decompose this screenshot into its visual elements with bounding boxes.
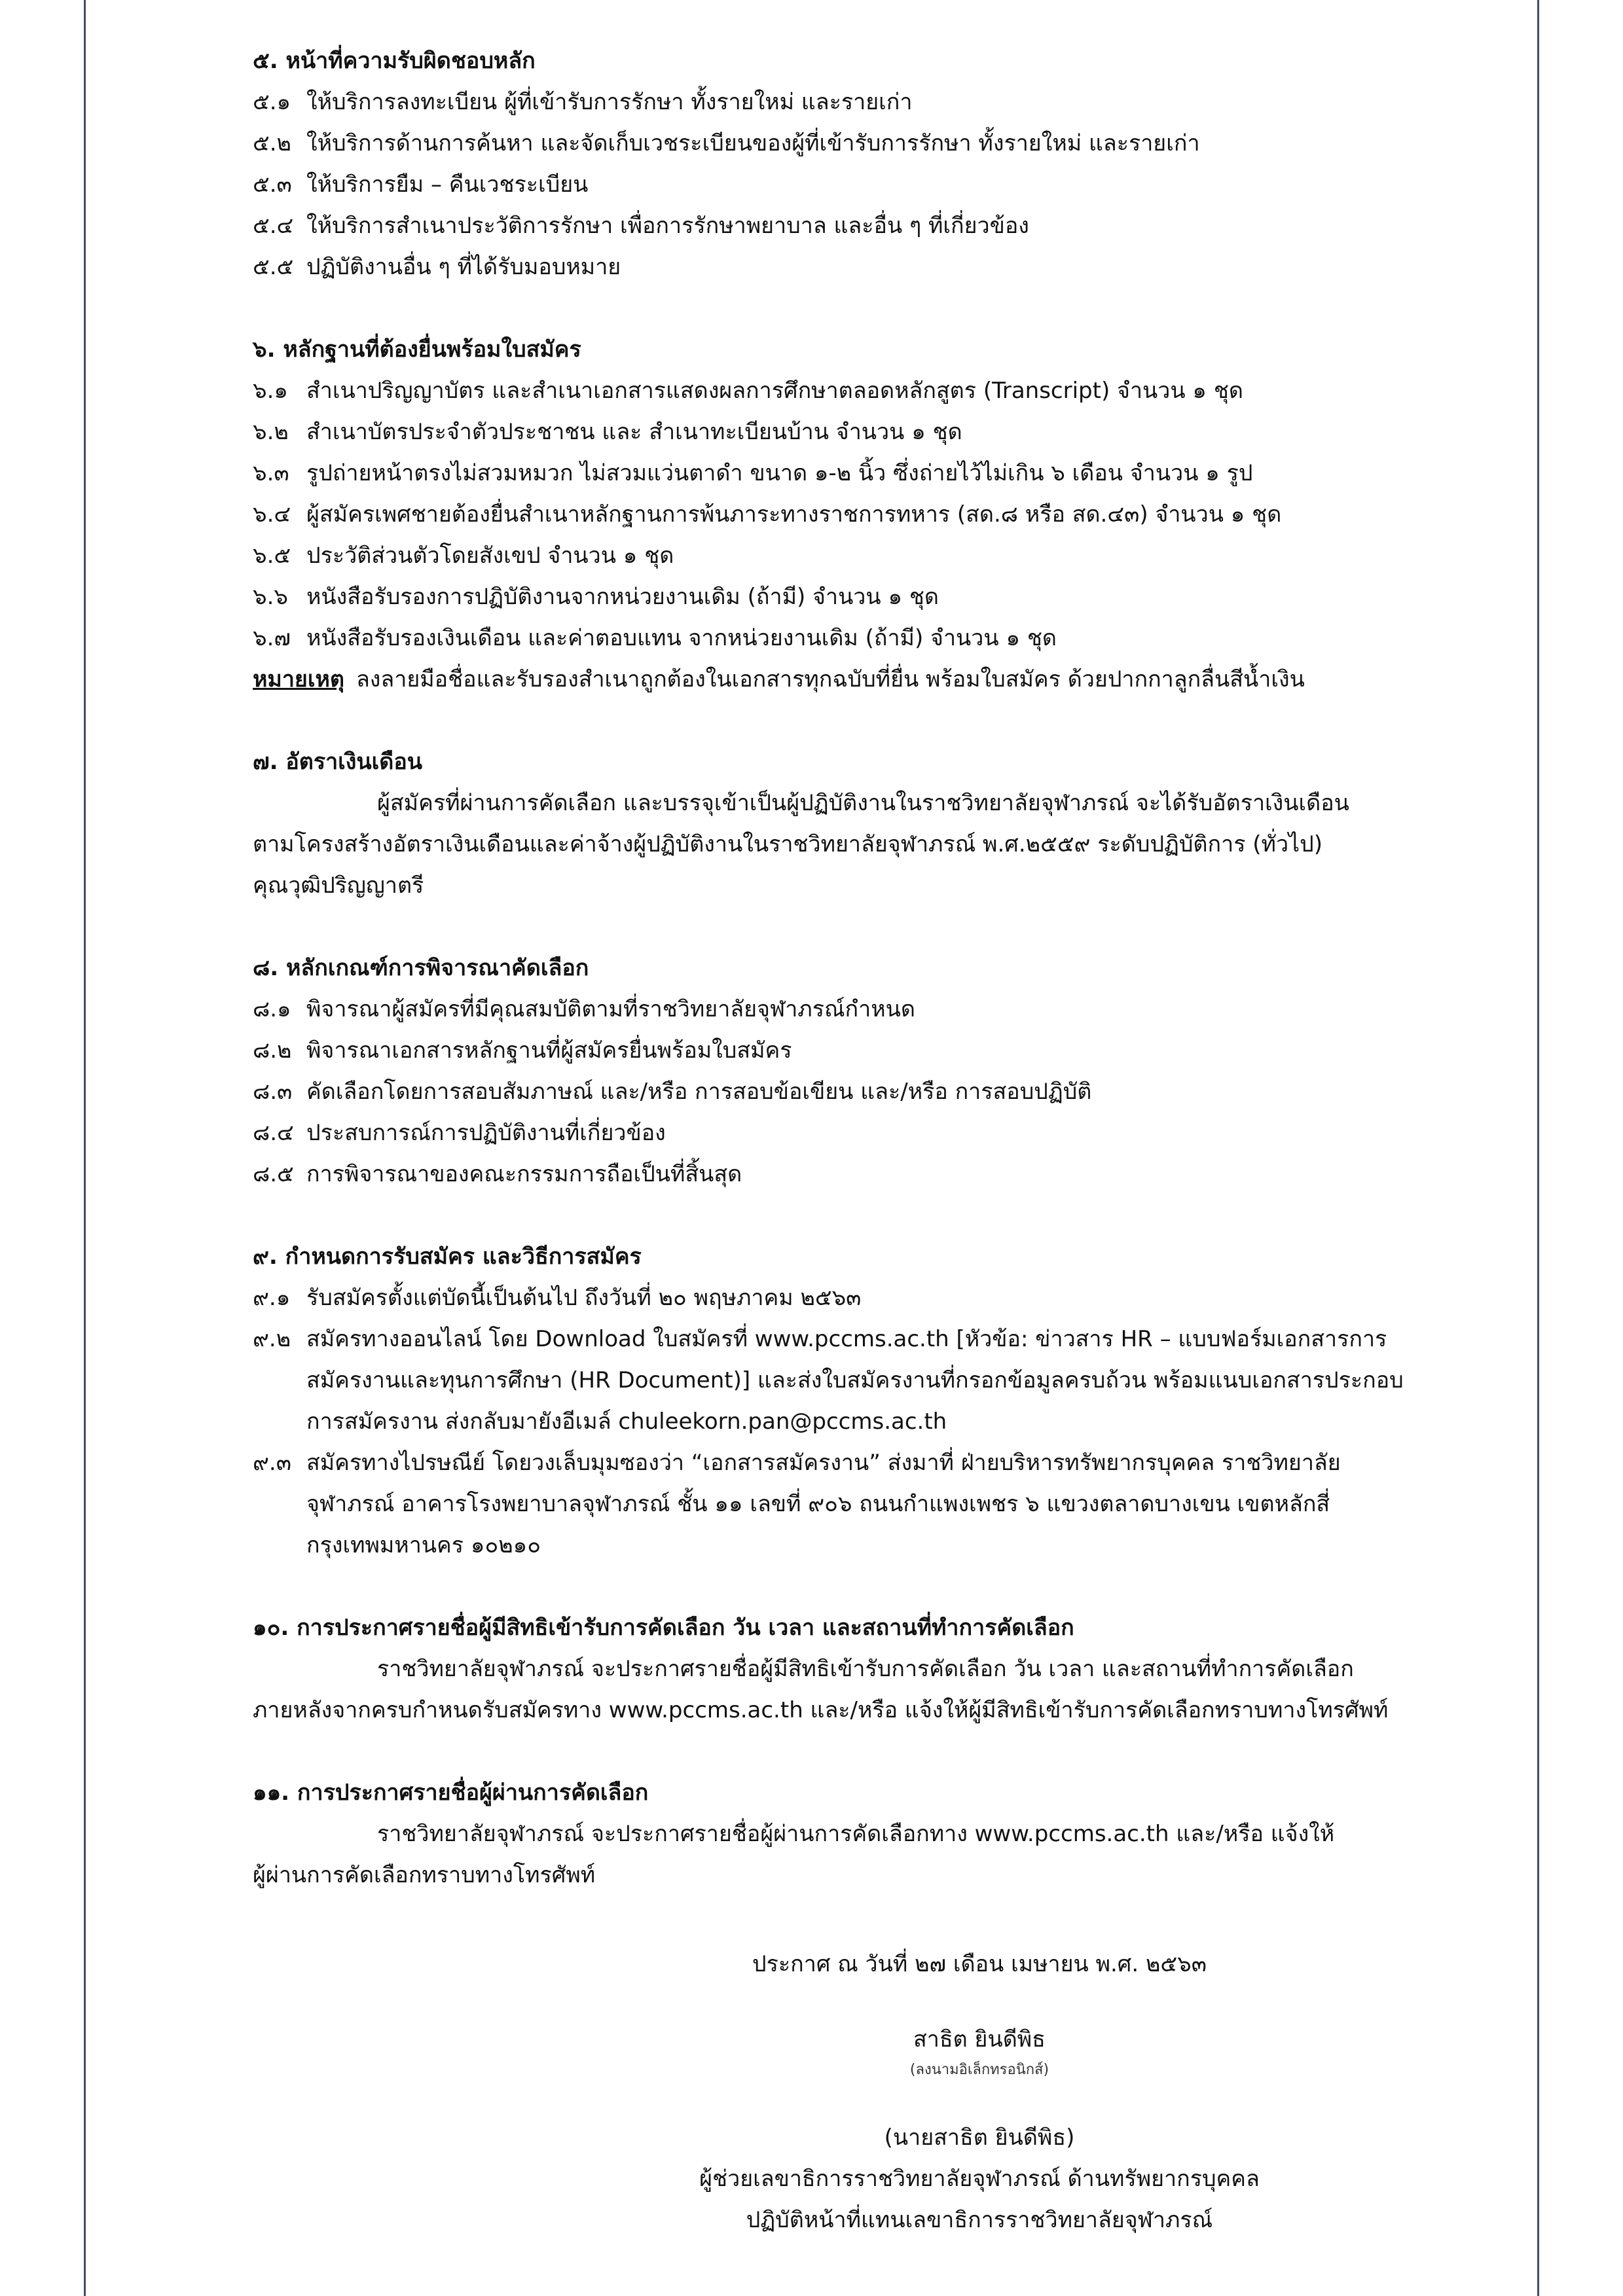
item-text: ผู้สมัครเพศชายต้องยื่นสำเนาหลักฐานการพ้นภาระทางราชการทหาร (สด.๘ หรือ สด.๔๓) จำนวน ๑ ชุด <box>306 501 1282 528</box>
item-text: ประวัติส่วนตัวโดยสังเขป จำนวน ๑ ชุด <box>306 543 674 569</box>
item-number: ๕.๒ <box>253 130 291 156</box>
list-item <box>253 1278 1497 1319</box>
section-heading: ๗. อัตราเงินเดือน <box>253 749 423 775</box>
paragraph-line: ราชวิทยาลัยจุฬาภรณ์ จะประกาศรายชื่อผู้ผ่านการคัดเลือกทาง www.pccms.ac.th และ/หรือ แจ้งให้ <box>377 1821 1335 1847</box>
item-text <box>306 1319 1497 1443</box>
section-responsibilities <box>253 41 1497 288</box>
item-text-line: สมัครทางไปรษณีย์ โดยวงเล็บมุมซองว่า “เอกสารสมัครงาน” ส่งมาที่ ฝ่ายบริหารทรัพยากรบุคคล ราชวิทยาลัย <box>306 1450 1341 1476</box>
list-item <box>253 1154 1497 1195</box>
item-number: ๘.๓ <box>253 1079 293 1105</box>
e-signature-note: (ลงนามอิเล็กทรอนิกส์) <box>909 2062 1049 2078</box>
section-heading: ๕. หน้าที่ความรับผิดชอบหลัก <box>253 48 536 74</box>
item-text-line: จุฬาภรณ์ อาคารโรงพยาบาลจุฬาภรณ์ ชั้น ๑๑ เลขที่ ๙๐๖ ถนนกำแพงเพชร ๖ แขวงตลาดบางเขน เขตหลักสี่ <box>306 1491 1330 1517</box>
item-text-line: สมัครงานและทุนการศึกษา (HR Document)] และส่งใบสมัครงานที่กรอกข้อมูลครบถ้วน พร้อมแนบเอกสารประกอบ <box>306 1367 1404 1393</box>
section-salary <box>253 742 1497 906</box>
list-item <box>253 247 1497 288</box>
item-text: สำเนาบัตรประจำตัวประชาชน และ สำเนาทะเบียนบ้าน จำนวน ๑ ชุด <box>306 419 962 445</box>
item-text: คัดเลือกโดยการสอบสัมภาษณ์ และ/หรือ การสอบข้อเขียน และ/หรือ การสอบปฏิบัติ <box>306 1079 1092 1105</box>
item-text: ประสบการณ์การปฏิบัติงานที่เกี่ยวข้อง <box>306 1120 666 1146</box>
paragraph-line: ตามโครงสร้างอัตราเงินเดือนและค่าจ้างผู้ปฏิบัติงานในราชวิทยาลัยจุฬาภรณ์ พ.ศ.๒๕๕๙ ระดับปฏิบัติการ (ทั่วไป) <box>253 831 1322 857</box>
signer-full-name: (นายสาธิต ยินดีพิธ) <box>884 2125 1075 2151</box>
item-text: ปฏิบัติงานอื่น ๆ ที่ได้รับมอบหมาย <box>306 254 621 280</box>
item-number: ๖.๒ <box>253 419 289 445</box>
paragraph-line: ราชวิทยาลัยจุฬาภรณ์ จะประกาศรายชื่อผู้มีสิทธิเข้ารับการคัดเลือก วัน เวลา และสถานที่ทำการคัดเลือก <box>377 1656 1354 1682</box>
item-text: หนังสือรับรองเงินเดือน และค่าตอบแทน จากหน่วยงานเดิม (ถ้ามี) จำนวน ๑ ชุด <box>306 625 1057 651</box>
paragraph-line: คุณวุฒิปริญญาตรี <box>253 872 424 899</box>
item-number: ๘.๔ <box>253 1120 294 1146</box>
list-item <box>253 494 1497 535</box>
item-number: ๙.๒ <box>253 1326 291 1352</box>
page-border-right <box>1537 0 1539 2296</box>
item-text-line: การสมัครงาน ส่งกลับมายังอีเมล์ chuleekorn.pan@pccms.ac.th <box>306 1408 947 1435</box>
item-text: สำเนาปริญญาบัตร และสำเนาเอกสารแสดงผลการศึกษาตลอดหลักสูตร (Transcript) จำนวน ๑ ชุด <box>306 378 1243 404</box>
item-number: ๖.๕ <box>253 543 291 569</box>
item-number: ๙.๑ <box>253 1285 291 1311</box>
signer-name: สาธิต ยินดีพิธ <box>913 2026 1046 2053</box>
list-item <box>253 370 1497 412</box>
item-number: ๕.๓ <box>253 171 292 198</box>
list-item <box>253 618 1497 659</box>
list-item <box>253 123 1497 164</box>
list-item <box>253 989 1497 1030</box>
page-border-left <box>84 0 86 2296</box>
list-item <box>253 1319 1497 1443</box>
section-selection-criteria <box>253 948 1497 1195</box>
item-number: ๖.๔ <box>253 501 291 528</box>
section-heading: ๑๑. การประกาศรายชื่อผู้ผ่านการคัดเลือก <box>253 1780 649 1806</box>
note-text: ลงลายมือชื่อและรับรองสำเนาถูกต้องในเอกสารทุกฉบับที่ยื่น พร้อมใบสมัคร ด้วยปากกาลูกลื่นสีน้ำเงิน <box>356 666 1305 692</box>
item-number: ๖.๑ <box>253 378 288 404</box>
section-passed-list-announcement <box>253 1772 1497 1896</box>
section-heading: ๙. กำหนดการรับสมัคร และวิธีการสมัคร <box>253 1244 642 1270</box>
list-item <box>253 206 1497 247</box>
item-number: ๘.๕ <box>253 1161 294 1187</box>
list-item <box>253 535 1497 577</box>
paragraph-line: ผู้สมัครที่ผ่านการคัดเลือก และบรรจุเข้าเป็นผู้ปฏิบัติงานในราชวิทยาลัยจุฬาภรณ์ จะได้รับอัตราเงินเดือน <box>377 790 1349 816</box>
item-text: รับสมัครตั้งแต่บัดนี้เป็นต้นไป ถึงวันที่ ๒๐ พฤษภาคม ๒๕๖๓ <box>306 1285 862 1311</box>
item-number: ๖.๖ <box>253 584 288 610</box>
section-heading: ๖. หลักฐานที่ต้องยื่นพร้อมใบสมัคร <box>253 336 581 363</box>
item-text: ให้บริการด้านการค้นหา และจัดเก็บเวชระเบียนของผู้ที่เข้ารับการรักษา ทั้งรายใหม่ และรายเก่า <box>306 130 1200 156</box>
item-text: พิจารณาผู้สมัครที่มีคุณสมบัติตามที่ราชวิทยาลัยจุฬาภรณ์กำหนด <box>306 996 915 1022</box>
list-item <box>253 453 1497 494</box>
announcement-date: ประกาศ ณ วันที่ ๒๗ เดือน เมษายน พ.ศ. ๒๕๖๓ <box>752 1951 1207 1977</box>
item-number: ๙.๓ <box>253 1450 291 1476</box>
item-number: ๕.๕ <box>253 254 294 280</box>
section-required-documents <box>253 329 1497 700</box>
list-item <box>253 1113 1497 1154</box>
section-heading: ๑๐. การประกาศรายชื่อผู้มีสิทธิเข้ารับการคัดเลือก วัน เวลา และสถานที่ทำการคัดเลือก <box>253 1615 1074 1641</box>
list-item <box>253 1030 1497 1071</box>
item-number: ๖.๓ <box>253 460 289 486</box>
item-text: การพิจารณาของคณะกรรมการถือเป็นที่สิ้นสุด <box>306 1161 742 1187</box>
item-text <box>306 1443 1497 1566</box>
item-number: ๕.๔ <box>253 213 294 239</box>
item-number: ๕.๑ <box>253 89 291 115</box>
document-body <box>253 41 1497 1896</box>
item-text-line: สมัครทางออนไลน์ โดย Download ใบสมัครที่ www.pccms.ac.th [หัวข้อ: ข่าวสาร HR – แบบฟอร์มเอกสารการ <box>306 1326 1387 1352</box>
item-text: ให้บริการยืม – คืนเวชระเบียน <box>306 171 589 198</box>
signer-position: ผู้ช่วยเลขาธิการราชวิทยาลัยจุฬาภรณ์ ด้านทรัพยากรบุคคล <box>699 2166 1260 2192</box>
item-text: ให้บริการลงทะเบียน ผู้ที่เข้ารับการรักษา ทั้งรายใหม่ และรายเก่า <box>306 89 913 115</box>
list-item <box>253 577 1497 618</box>
item-text: ให้บริการสำเนาประวัติการรักษา เพื่อการรักษาพยาบาล และอื่น ๆ ที่เกี่ยวข้อง <box>306 213 1029 239</box>
item-number: ๘.๑ <box>253 996 291 1022</box>
paragraph-line: ภายหลังจากครบกำหนดรับสมัครทาง www.pccms.ac.th และ/หรือ แจ้งให้ผู้มีสิทธิเข้ารับการคัดเลือกทราบทางโทรศัพท์ <box>253 1697 1389 1723</box>
item-text: รูปถ่ายหน้าตรงไม่สวมหมวก ไม่สวมแว่นตาดำ ขนาด ๑-๒ นิ้ว ซึ่งถ่ายไว้ไม่เกิน ๖ เดือน จำนวน ๑ รูป <box>306 460 1253 486</box>
section-heading: ๘. หลักเกณฑ์การพิจารณาคัดเลือก <box>253 955 589 981</box>
item-text: พิจารณาเอกสารหลักฐานที่ผู้สมัครยื่นพร้อมใบสมัคร <box>306 1037 792 1064</box>
item-number: ๘.๒ <box>253 1037 292 1064</box>
item-number: ๖.๗ <box>253 625 291 651</box>
item-text-line: กรุงเทพมหานคร ๑๐๒๑๐ <box>306 1532 541 1558</box>
list-item <box>253 412 1497 453</box>
item-text: หนังสือรับรองการปฏิบัติงานจากหน่วยงานเดิม (ถ้ามี) จำนวน ๑ ชุด <box>306 584 939 610</box>
list-item <box>253 1071 1497 1113</box>
paragraph-line: ผู้ผ่านการคัดเลือกทราบทางโทรศัพท์ <box>253 1862 596 1888</box>
note <box>253 659 1497 700</box>
list-item <box>253 82 1497 123</box>
note-label: หมายเหตุ <box>253 666 344 692</box>
section-application-schedule <box>253 1236 1497 1566</box>
list-item <box>253 1443 1497 1566</box>
section-eligible-list-announcement <box>253 1607 1497 1731</box>
list-item <box>253 164 1497 206</box>
signer-acting-position: ปฏิบัติหน้าที่แทนเลขาธิการราชวิทยาลัยจุฬาภรณ์ <box>746 2207 1213 2233</box>
